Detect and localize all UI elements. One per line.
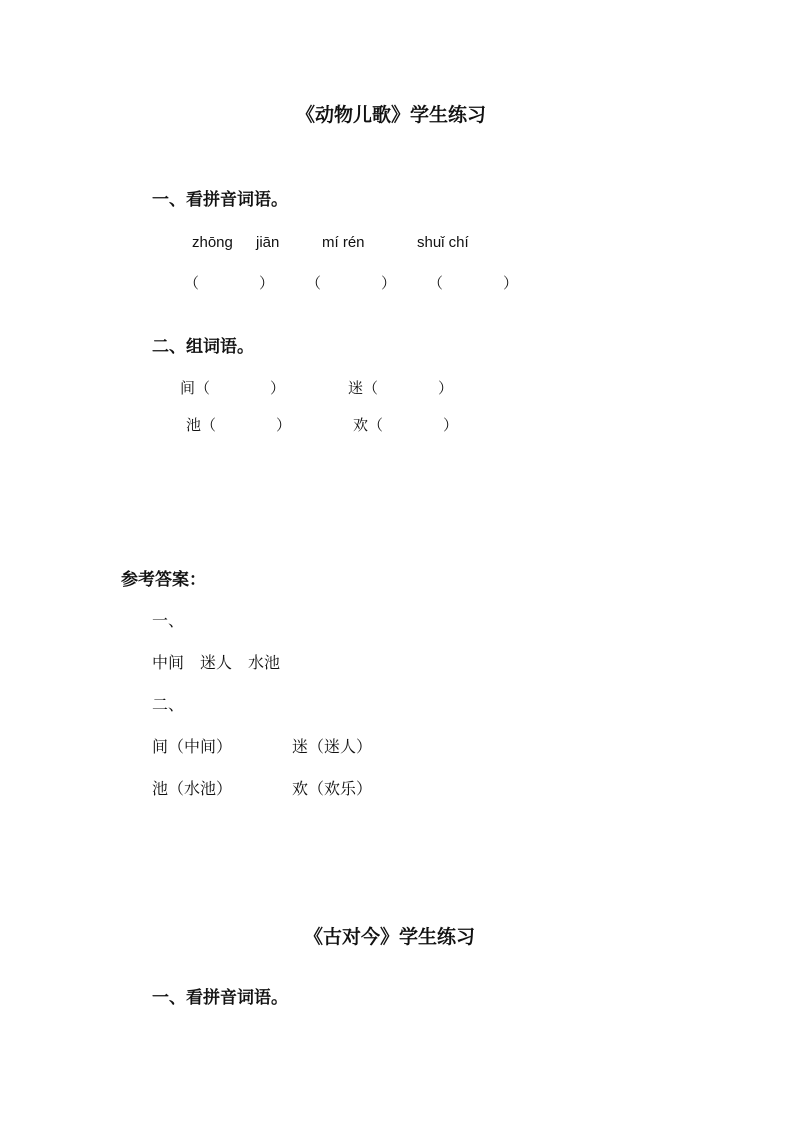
answers-part-label: 一、 (152, 611, 185, 630)
pinyin-item: mí rén (322, 234, 365, 251)
page-title: 《古对今》学生练习 (304, 926, 476, 948)
answer-blank: （ ） (184, 274, 275, 292)
pinyin-item: shuǐ chí (417, 234, 469, 251)
word-exercise-item: 间（ ） (180, 379, 286, 397)
word-exercise-item: 池（ ） (186, 416, 292, 434)
answers-item: 池（水池） (152, 779, 233, 798)
section-heading-words: 二、组词语。 (152, 337, 254, 357)
answers-line: 中间 迷人 水池 (152, 653, 281, 672)
answers-item: 迷（迷人） (292, 737, 373, 756)
answers-heading: 参考答案： (121, 570, 206, 590)
answers-part-label: 二、 (152, 695, 185, 714)
word-exercise-item: 欢（ ） (353, 416, 459, 434)
pinyin-item: zhōng (192, 234, 233, 251)
answers-item: 欢（欢乐） (292, 779, 373, 798)
section-heading-pinyin: 一、看拼音词语。 (152, 190, 288, 210)
answer-blank: （ ） (428, 274, 519, 292)
answers-item: 间（中间） (152, 737, 233, 756)
section-heading-pinyin: 一、看拼音词语。 (152, 988, 288, 1008)
pinyin-item: jiān (256, 234, 280, 251)
page-title: 《动物儿歌》学生练习 (296, 104, 487, 126)
word-exercise-item: 迷（ ） (348, 379, 454, 397)
answer-blank: （ ） (306, 274, 397, 292)
